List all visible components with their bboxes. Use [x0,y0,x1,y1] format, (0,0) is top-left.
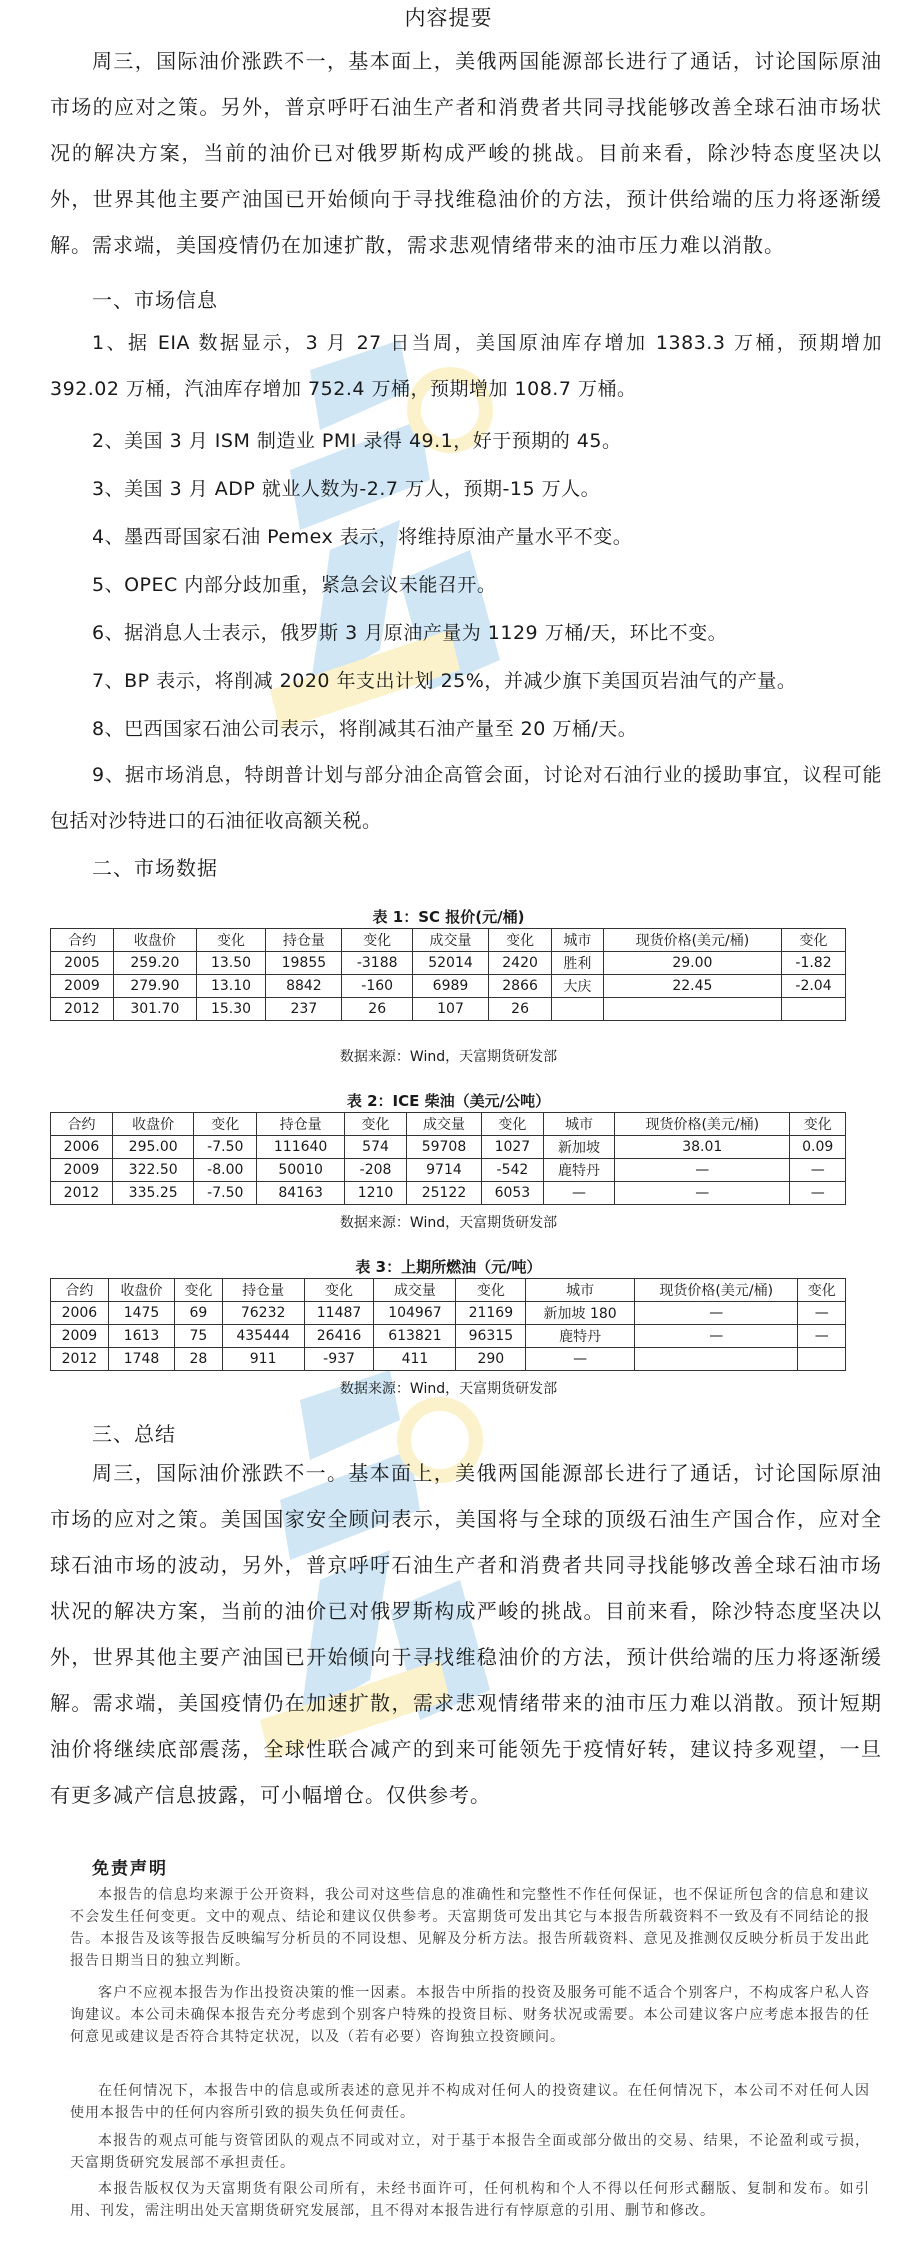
table3-source: 数据来源：Wind，天富期货研发部 [339,1381,558,1397]
section3-heading: 三、总结 [92,1422,176,1446]
table-cell: 大庆 [552,975,604,998]
table-row [51,1302,846,1325]
table-cell: 104967 [374,1302,456,1325]
table-row [51,998,846,1021]
table3-caption: 表 3：上期所燃油（元/吨） [355,1258,542,1276]
table-cell: 6989 [412,975,488,998]
table-cell [798,1348,846,1371]
table-cell: 69 [175,1302,222,1325]
table-cell: 613821 [374,1325,456,1348]
table-cell: 新加坡 [543,1136,614,1159]
disclaimer-paragraph-5: 本报告版权仅为天富期货有限公司所有，未经书面许可，任何机构和个人不得以任何形式翻版、复制和发布。如引用、刊发，需注明出处天富期货研究发展部，且不得对本报告进行有悖原意的引用、删节和修改。 [70,2181,870,2219]
table-cell: 1475 [108,1302,174,1325]
table-cell: 107 [412,998,488,1021]
table1-header: 变化 [489,929,552,952]
table-cell: 237 [266,998,342,1021]
table-cell: 11487 [304,1302,374,1325]
table-cell: 13.50 [196,952,266,975]
table-cell: 435444 [222,1325,304,1348]
market-info-item-9: 9、据市场消息，特朗普计划与部分油企高管会面，讨论对石油行业的援助事宜，议程可能包括对沙特进口的石油征收高额关税。 [50,764,882,832]
table-cell: 2009 [51,1159,113,1182]
table-cell: 13.10 [196,975,266,998]
table2-caption: 表 2：ICE 柴油（美元/公吨） [346,1092,551,1110]
table-cell: 322.50 [112,1159,193,1182]
table-cell: 84163 [257,1182,345,1205]
table-cell: 574 [345,1136,407,1159]
table3-header: 现货价格(美元/桶) [634,1279,798,1302]
table-row [51,1348,846,1371]
table-cell: 290 [456,1348,526,1371]
table-cell: -1.82 [782,952,846,975]
table-cell: 75 [175,1325,222,1348]
table-cell: — [526,1348,635,1371]
table-cell: -2.04 [782,975,846,998]
table-cell [782,998,846,1021]
table-cell: 301.70 [114,998,197,1021]
market-info-item-7: 7、BP 表示，将削减 2020 年支出计划 25%，并减少旗下美国页岩油气的产量。 [92,670,797,692]
table1-header: 合约 [51,929,114,952]
table-cell: 1210 [345,1182,407,1205]
table-cell: 8842 [266,975,342,998]
table-cell: 19855 [266,952,342,975]
table3-header: 变化 [175,1279,222,1302]
table-cell: 鹿特丹 [543,1159,614,1182]
table1-source: 数据来源：Wind，天富期货研发部 [339,1049,558,1065]
table3-header: 收盘价 [108,1279,174,1302]
table-cell: 96315 [456,1325,526,1348]
table-cell: 29.00 [603,952,781,975]
table-cell: 26 [489,998,552,1021]
table2-header: 城市 [543,1113,614,1136]
table-cell: -208 [345,1159,407,1182]
table-cell: 2006 [51,1302,109,1325]
table-cell: 6053 [481,1182,543,1205]
table-cell: 2012 [51,998,114,1021]
disclaimer-paragraph-4: 本报告的观点可能与资管团队的观点不同或对立，对于基于本报告全面或部分做出的交易、结果，不论盈利或亏损，天富期货研究发展部不承担责任。 [70,2133,870,2171]
table3-header: 城市 [526,1279,635,1302]
table-cell: — [634,1302,798,1325]
market-info-item-3: 3、美国 3 月 ADP 就业人数为-2.7 万人，预期-15 万人。 [92,478,601,500]
table-cell: 胜利 [552,952,604,975]
table2-header: 现货价格(美元/桶) [615,1113,790,1136]
table-cell: 59708 [407,1136,482,1159]
disclaimer-heading: 免责声明 [92,1859,168,1879]
table-cell: 2866 [489,975,552,998]
table2-header: 变化 [790,1113,846,1136]
market-info-item-5: 5、OPEC 内部分歧加重，紧急会议未能召开。 [92,574,497,596]
table2-header: 变化 [481,1113,543,1136]
market-info-item-6: 6、据消息人士表示，俄罗斯 3 月原油产量为 1129 万桶/天，环比不变。 [92,622,728,644]
table-cell: — [634,1325,798,1348]
table-cell: -937 [304,1348,374,1371]
table2-header-row [51,1113,846,1136]
market-info-item-1: 1、据 EIA 数据显示，3 月 27 日当周，美国原油库存增加 1383.3 万桶，预期增加 392.02 万桶，汽油库存增加 752.4 万桶，预期增加 108.7 万桶。 [50,332,882,400]
table3-header: 持仓量 [222,1279,304,1302]
disclaimer-paragraph-3: 在任何情况下，本报告中的信息或所表述的意见并不构成对任何人的投资建议。在任何情况下，本公司不对任何人因使用本报告中的任何内容所引致的损失负任何责任。 [70,2083,870,2121]
table-cell: 2420 [489,952,552,975]
table-cell: 1748 [108,1348,174,1371]
table-cell: 2012 [51,1182,113,1205]
table-cell: -8.00 [194,1159,257,1182]
table-cell: 76232 [222,1302,304,1325]
table-cell: 22.45 [603,975,781,998]
table1-header: 变化 [782,929,846,952]
table-row [51,952,846,975]
table-cell: 411 [374,1348,456,1371]
table-cell: 38.01 [615,1136,790,1159]
table2-header: 持仓量 [257,1113,345,1136]
table-cell [552,998,604,1021]
conclusion-paragraph: 周三，国际油价涨跌不一。基本面上，美俄两国能源部长进行了通话，讨论国际原油市场的应对之策。美国国家安全顾问表示，美国将与全球的顶级石油生产国合作，应对全球石油市场的波动，另外，普京呼吁石油生产者和消费者共同寻找能够改善全球石油市场状况的解决方案，当前的油价已对俄罗斯构成严峻的挑战。目前来看，除沙特态度坚决以外，世界其他主要产油国已开始倾向于寻找维稳油价的方法，预计供给端的压力将逐渐缓解。需求端，美国疫情仍在加速扩散，需求悲观情绪带来的油市压力难以消散。预计短期油价将继续底部震荡，全球性联合减产的到来可能领先于疫情好转，建议持多观望，一旦有更多减产信息披露，可小幅增仓。仅供参考。 [50,1461,882,1807]
table-cell: 279.90 [114,975,197,998]
summary-paragraph: 周三，国际油价涨跌不一，基本面上，美俄两国能源部长进行了通话，讨论国际原油市场的应对之策。另外，普京呼吁石油生产者和消费者共同寻找能够改善全球石油市场状况的解决方案，当前的油价已对俄罗斯构成严峻的挑战。目前来看，除沙特态度坚决以外，世界其他主要产油国已开始倾向于寻找维稳油价的方法，预计供给端的压力将逐渐缓解。需求端，美国疫情仍在加速扩散，需求悲观情绪带来的油市压力难以消散。 [50,49,882,257]
table-cell: — [543,1182,614,1205]
table2-header: 变化 [194,1113,257,1136]
table-cell: 鹿特丹 [526,1325,635,1348]
table1-header: 变化 [342,929,412,952]
table-cell: 9714 [407,1159,482,1182]
table-cell: — [615,1159,790,1182]
market-info-item-4: 4、墨西哥国家石油 Pemex 表示，将维持原油产量水平不变。 [92,526,633,548]
disclaimer-paragraph-2: 客户不应视本报告为作出投资决策的惟一因素。本报告中所指的投资及服务可能不适合个别客户，不构成客户私人咨询建议。本公司未确保本报告充分考虑到个别客户特殊的投资目标、财务状况或需要。本公司建议客户应考虑本报告的任何意见或建议是否符合其特定状况，以及（若有必要）咨询独立投资顾问。 [70,1985,870,2045]
table-cell: — [790,1182,846,1205]
table-row [51,1136,846,1159]
table1-header: 持仓量 [266,929,342,952]
table-cell: 26 [342,998,412,1021]
table-cell: — [798,1325,846,1348]
table-cell: 21169 [456,1302,526,1325]
table3-header: 变化 [798,1279,846,1302]
table-cell: 2006 [51,1136,113,1159]
table3-header: 成交量 [374,1279,456,1302]
table-cell: 50010 [257,1159,345,1182]
market-info-item-8: 8、巴西国家石油公司表示，将削减其石油产量至 20 万桶/天。 [92,718,638,740]
table1-header: 现货价格(美元/桶) [603,929,781,952]
table3 [50,1278,846,1371]
table-cell: 0.09 [790,1136,846,1159]
table-cell: 259.20 [114,952,197,975]
table3-header: 变化 [456,1279,526,1302]
table-cell [603,998,781,1021]
table-cell: — [790,1159,846,1182]
table-cell: 2009 [51,975,114,998]
table-cell: 335.25 [112,1182,193,1205]
market-info-item-2: 2、美国 3 月 ISM 制造业 PMI 录得 49.1，好于预期的 45。 [92,430,622,452]
table-cell: 28 [175,1348,222,1371]
table-cell [634,1348,798,1371]
table-cell: 1027 [481,1136,543,1159]
table-cell: 2012 [51,1348,109,1371]
table2-header: 成交量 [407,1113,482,1136]
table-cell: -7.50 [194,1182,257,1205]
table-cell: 26416 [304,1325,374,1348]
table1-header: 收盘价 [114,929,197,952]
table-row [51,975,846,998]
table1-header: 城市 [552,929,604,952]
page-title: 内容提要 [404,6,493,30]
table2 [50,1112,846,1205]
table-cell: 295.00 [112,1136,193,1159]
section1-heading: 一、市场信息 [92,288,218,312]
table2-header: 收盘价 [112,1113,193,1136]
table-cell: 1613 [108,1325,174,1348]
table-cell: 新加坡 180 [526,1302,635,1325]
table1-caption: 表 1：SC 报价(元/桶) [372,908,525,926]
table-cell: -3188 [342,952,412,975]
table1-header: 成交量 [412,929,488,952]
table-cell: 52014 [412,952,488,975]
table-cell: 2009 [51,1325,109,1348]
table-cell: -542 [481,1159,543,1182]
table2-header: 合约 [51,1113,113,1136]
table3-header: 合约 [51,1279,109,1302]
section2-heading: 二、市场数据 [92,856,218,880]
table1-header-row [51,929,846,952]
table2-header: 变化 [345,1113,407,1136]
table-cell: — [798,1302,846,1325]
table-cell: -160 [342,975,412,998]
table1 [50,928,846,1021]
table1-header: 变化 [196,929,266,952]
table2-source: 数据来源：Wind，天富期货研发部 [339,1215,558,1231]
table-cell: 25122 [407,1182,482,1205]
table-cell: 911 [222,1348,304,1371]
disclaimer-paragraph-1: 本报告的信息均来源于公开资料，我公司对这些信息的准确性和完整性不作任何保证，也不保证所包含的信息和建议不会发生任何变更。文中的观点、结论和建议仅供参考。天富期货可发出其它与本报告所载资料不一致及有不同结论的报告。本报告及该等报告反映编写分析员的不同设想、见解及分析方法。报告所载资料、意见及推测仅反映分析员于发出此报告日期当日的独立判断。 [70,1887,870,1969]
table-row [51,1182,846,1205]
table3-header: 变化 [304,1279,374,1302]
table-row [51,1325,846,1348]
table-cell: 2005 [51,952,114,975]
table-cell: -7.50 [194,1136,257,1159]
table-cell: 111640 [257,1136,345,1159]
table-row [51,1159,846,1182]
table-cell: 15.30 [196,998,266,1021]
table3-header-row [51,1279,846,1302]
table-cell: — [615,1182,790,1205]
